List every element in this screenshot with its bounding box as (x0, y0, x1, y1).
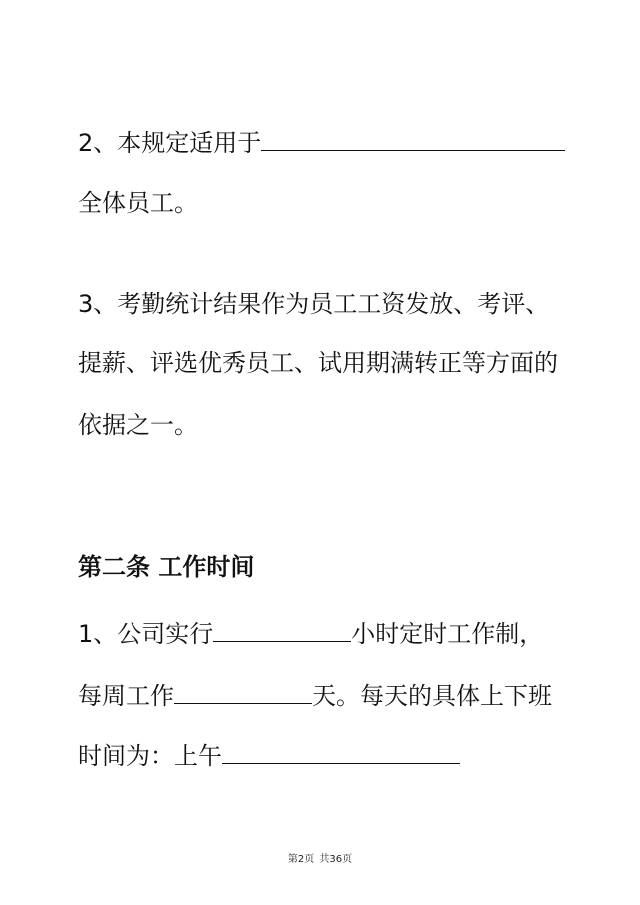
item-1-text-b: 小时定时工作制， (351, 620, 544, 648)
item-1-text-a: 1、公司实行 (78, 620, 214, 648)
item-1-text-c: 每周工作 (78, 682, 174, 710)
item-1-text-e: 时间为：上午 (78, 742, 222, 770)
clause-3-text-3: 依据之一。 (78, 411, 198, 439)
clause-2-text: 2、本规定适用于 (78, 129, 262, 157)
clause-3-line-3 (78, 408, 198, 442)
clause-3-line-1 (78, 287, 549, 321)
scope-blank-field[interactable] (261, 124, 565, 151)
item-1-text-d: 天。每天的具体上下班 (312, 682, 552, 710)
section-item-1-line-1 (78, 615, 543, 651)
clause-2-line-2 (78, 186, 198, 220)
morning-time-blank-field[interactable] (222, 737, 460, 764)
section-item-1-line-2 (78, 677, 552, 713)
clause-2-line-1 (78, 124, 565, 160)
days-blank-field[interactable] (174, 677, 312, 704)
clause-2-continuation: 全体员工。 (78, 189, 198, 217)
clause-3-line-2 (78, 346, 558, 380)
hours-blank-field[interactable] (213, 615, 351, 642)
page-footer (0, 853, 640, 867)
section-heading: 第二条 工作时间 (78, 553, 255, 581)
clause-3-text-1: 3、考勤统计结果作为员工工资发放、考评、 (78, 290, 550, 318)
page-total: 共36页 (319, 854, 353, 865)
page-number: 第2页 (287, 854, 315, 865)
section-item-1-line-3 (78, 737, 460, 773)
clause-3-text-2: 提薪、评选优秀员工、试用期满转正等方面的 (78, 349, 558, 377)
